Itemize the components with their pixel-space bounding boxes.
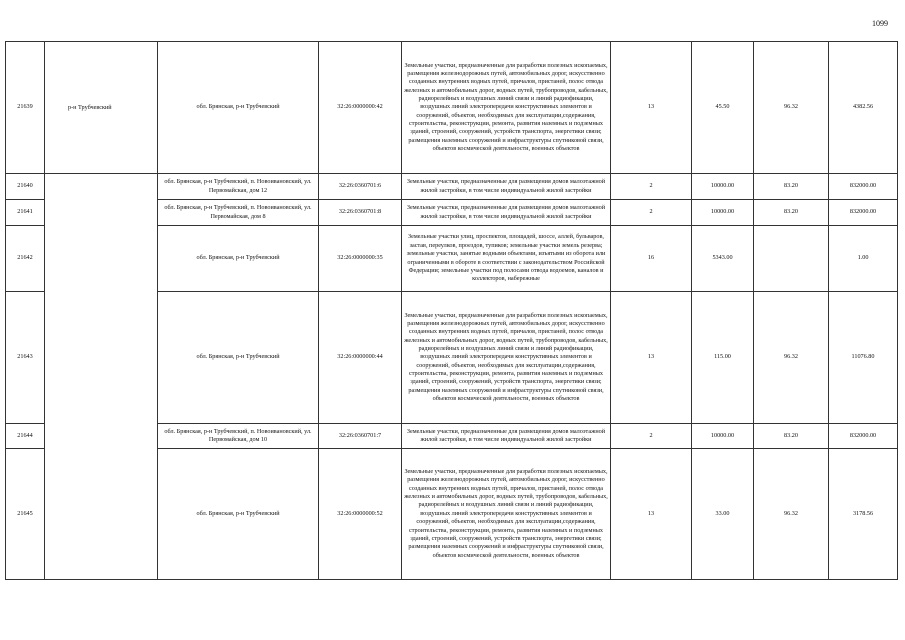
address-cell: обл. Брянская, р-н Трубчевский	[158, 292, 319, 424]
specific-value-cell: 83.20	[754, 200, 829, 226]
cadastral-number-cell: 32:26:0000000:44	[319, 292, 402, 424]
cadastral-number-cell: 32:26:0000000:35	[319, 226, 402, 292]
cadastral-number-cell: 32:26:0360701:7	[319, 424, 402, 449]
area-cell: 10000.00	[692, 200, 754, 226]
cadastral-number-cell: 32:26:0000000:42	[319, 42, 402, 174]
address-cell: обл. Брянская, р-н Трубчевский, п. Новоивановский, ул. Первомайская, дом 10	[158, 424, 319, 449]
group-number-cell: 2	[611, 200, 692, 226]
row-number: 21644	[6, 424, 45, 449]
cadastral-number-cell: 32:26:0360701:8	[319, 200, 402, 226]
table-row	[6, 226, 898, 292]
district-cell	[45, 449, 158, 580]
cadastral-number-cell: 32:26:0360701:6	[319, 174, 402, 200]
district-cell	[45, 174, 158, 200]
land-purpose-cell: Земельные участки, предназначенные для размещения домов малоэтажной жилой застройки, в том числе индивидуальной жилой застройки	[402, 174, 611, 200]
group-number-cell: 16	[611, 226, 692, 292]
specific-value-cell: 83.20	[754, 174, 829, 200]
land-purpose-cell: Земельные участки, предназначенные для размещения домов малоэтажной жилой застройки, в том числе индивидуальной жилой застройки	[402, 200, 611, 226]
cadastral-value-cell: 11076.80	[829, 292, 898, 424]
specific-value-cell: 83.20	[754, 424, 829, 449]
area-cell: 10000.00	[692, 174, 754, 200]
address-cell: обл. Брянская, р-н Трубчевский	[158, 42, 319, 174]
address-cell: обл. Брянская, р-н Трубчевский	[158, 449, 319, 580]
row-number: 21640	[6, 174, 45, 200]
cadastral-value-cell: 4382.56	[829, 42, 898, 174]
area-cell: 45.50	[692, 42, 754, 174]
land-registry-table	[5, 41, 898, 580]
specific-value-cell	[754, 226, 829, 292]
cadastral-value-cell: 832000.00	[829, 424, 898, 449]
specific-value-cell: 96.32	[754, 449, 829, 580]
cadastral-number-cell: 32:26:0000000:52	[319, 449, 402, 580]
area-cell: 10000.00	[692, 424, 754, 449]
cadastral-value-cell: 832000.00	[829, 200, 898, 226]
land-purpose-cell: Земельные участки, предназначенные для разработки полезных ископаемых, размещения железнодорожных путей, автомобильных дорог, искусственно созданных внутренних водных путей, причалов, пристаней, полос отвода железных и автомобильных дорог, водных путей, трубопроводов, кабельных, радиорелейных и воздушных линий связи и линий радиофикации, воздушных линий электропередачи конструктивных элементов и сооружений, объектов, необходимых для эксплуатации,содержания, строительства, реконструкции, ремонта, развития наземных и подземных зданий, строений, сооружений, устройств транспорта, энергетики связи; размещения наземных сооружений и инфраструктуры спутниковой связи, объектов космической деятельности, военных объектов	[402, 449, 611, 580]
group-number-cell: 13	[611, 42, 692, 174]
district-label: р-н Трубчевский	[68, 103, 112, 111]
district-cell	[45, 292, 158, 424]
land-purpose-cell: Земельные участки, предназначенные для размещения домов малоэтажной жилой застройки, в том числе индивидуальной жилой застройки	[402, 424, 611, 449]
table-row	[6, 424, 898, 449]
row-number: 21643	[6, 292, 45, 424]
land-purpose-cell: Земельные участки улиц, проспектов, площадей, шоссе, аллей, бульваров, застав, переулков, проездов, тупиков; земельные участки земель резерва; земельные участки, занятые водными объектами, изъятыми из оборота или ограниченными в обороте в соответствии с законодательством Российской Федерации; земельные участки под полосами отвода водоемов, каналов и коллекторов, набережные	[402, 226, 611, 292]
land-purpose-cell: Земельные участки, предназначенные для разработки полезных ископаемых, размещения железнодорожных путей, автомобильных дорог, искусственно созданных внутренних водных путей, причалов, пристаней, полос отвода железных и автомобильных дорог, водных путей, трубопроводов, кабельных, радиорелейных и воздушных линий связи и линий радиофикации, воздушных линий электропередачи конструктивных элементов и сооружений, объектов, необходимых для эксплуатации,содержания, строительства, реконструкции, ремонта, развития наземных и подземных зданий, строений, сооружений, устройств транспорта, энергетики связи; размещения наземных сооружений и инфраструктуры спутниковой связи, объектов космической деятельности, военных объектов	[402, 292, 611, 424]
page-number: 1099	[872, 19, 888, 28]
address-cell: обл. Брянская, р-н Трубчевский, п. Новоивановский, ул. Первомайская, дом 12	[158, 174, 319, 200]
district-cell	[45, 42, 158, 174]
area-cell: 33.00	[692, 449, 754, 580]
cadastral-value-cell: 832000.00	[829, 174, 898, 200]
district-cell	[45, 226, 158, 292]
address-cell: обл. Брянская, р-н Трубчевский, п. Новоивановский, ул. Первомайская, дом 8	[158, 200, 319, 226]
table-row	[6, 449, 898, 580]
group-number-cell: 13	[611, 292, 692, 424]
district-cell	[45, 424, 158, 449]
table-row	[6, 200, 898, 226]
area-cell: 5343.00	[692, 226, 754, 292]
group-number-cell: 13	[611, 449, 692, 580]
row-number: 21641	[6, 200, 45, 226]
specific-value-cell: 96.32	[754, 42, 829, 174]
district-cell	[45, 200, 158, 226]
row-number: 21642	[6, 226, 45, 292]
area-cell: 115.00	[692, 292, 754, 424]
table-row	[6, 174, 898, 200]
table-row	[6, 292, 898, 424]
address-cell: обл. Брянская, р-н Трубчевский	[158, 226, 319, 292]
land-purpose-cell: Земельные участки, предназначенные для разработки полезных ископаемых, размещения железнодорожных путей, автомобильных дорог, искусственно созданных внутренних водных путей, причалов, пристаней, полос отвода железных и автомобильных дорог, водных путей, трубопроводов, кабельных, радиорелейных и воздушных линий связи и линий радиофикации, воздушных линий электропередачи конструктивных элементов и сооружений, объектов, необходимых для эксплуатации,содержания, строительства, реконструкции, ремонта, развития наземных и подземных зданий, строений, сооружений, устройств транспорта, энергетики связи; размещения наземных сооружений и инфраструктуры спутниковой связи, объектов космической деятельности, военных объектов	[402, 42, 611, 174]
row-number: 21645	[6, 449, 45, 580]
cadastral-value-cell: 3178.56	[829, 449, 898, 580]
row-number: 21639	[6, 42, 45, 174]
specific-value-cell: 96.32	[754, 292, 829, 424]
group-number-cell: 2	[611, 174, 692, 200]
group-number-cell: 2	[611, 424, 692, 449]
table-row	[6, 42, 898, 174]
cadastral-value-cell: 1.00	[829, 226, 898, 292]
